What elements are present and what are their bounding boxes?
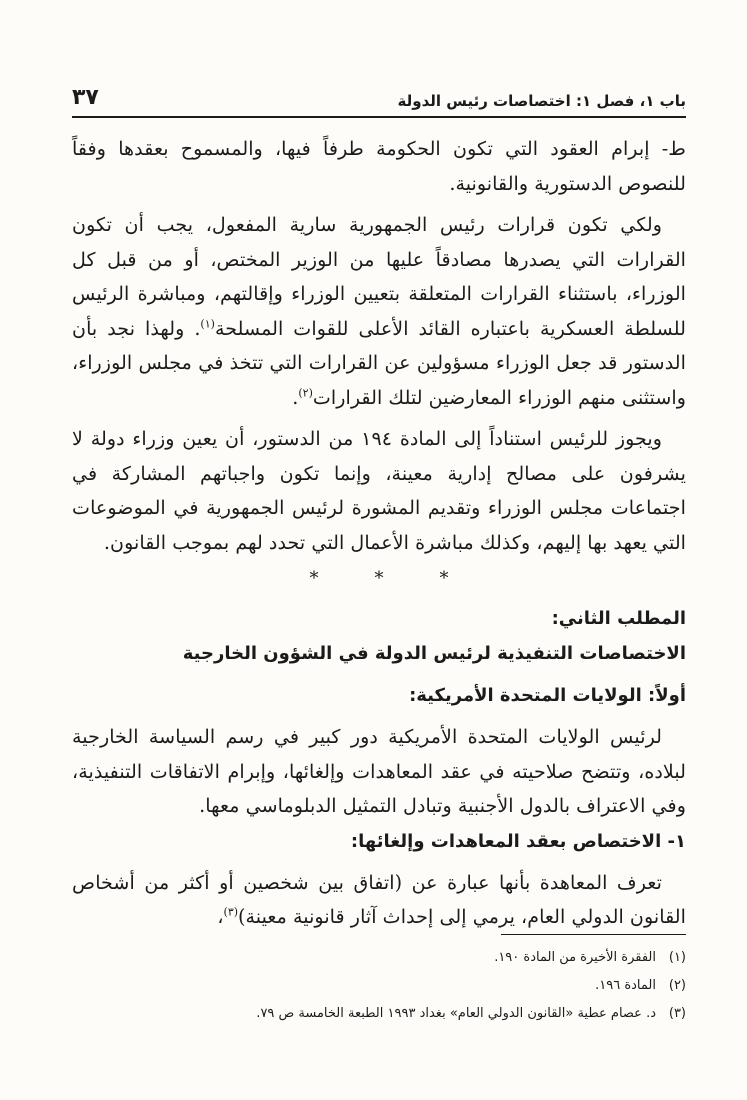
- footnote-mark: (١): [668, 950, 686, 965]
- paragraph-ministers-of-state: ويجوز للرئيس استناداً إلى المادة ١٩٤ من الدستور، أن يعين وزراء دولة لا يشرفون على مصالح إدارية معينة، وإنما تكون واجباتهم المشاركة في اجتماعات مجلس الوزراء وتقديم المشورة لرئيس الجمهورية في الموضوعات التي يعهد بها إليهم، وكذلك مباشرة الأعمال التي تحدد لهم بموجب القانون.: [72, 427, 686, 554]
- body-text: [72, 132, 686, 935]
- footnote-mark: (٣): [668, 1006, 686, 1021]
- footnote-ref-3: (٣): [223, 905, 239, 919]
- footnote-separator: [501, 934, 686, 935]
- page-number: ٣٧: [72, 85, 99, 110]
- footnote-text: د. عصام عطية «القانون الدولي العام» بغداد ١٩٩٣ الطبعة الخامسة ص ٧٩.: [256, 1006, 656, 1021]
- paragraph-treaty-definition: [72, 866, 686, 935]
- footnote-text: الفقرة الأخيرة من المادة ١٩٠.: [494, 950, 656, 965]
- asterisk-ornament: *: [374, 568, 384, 589]
- section-subtitle: الاختصاصات التنفيذية لرئيس الدولة في الشؤون الخارجية: [182, 643, 686, 664]
- paragraph-us-president-role: لرئيس الولايات المتحدة الأمريكية دور كبير في رسم السياسة الخارجية لبلاده، وتتضح صلاحيته في عقد المعاهدات وإلغائها، وإبرام الاتفاقات التنفيذية، وفي الاعتراف بالدول الأجنبية وتبادل التمثيل الدبلوماسي معها.: [72, 725, 686, 817]
- footnote-ref-1: (١): [200, 317, 215, 331]
- paragraph-text: ،: [217, 905, 224, 928]
- footnote-mark: (٢): [668, 978, 686, 993]
- subsection-heading-treaties: ١- الاختصاص بعقد المعاهدات وإلغائها:: [350, 830, 686, 852]
- paragraph-text: . ولهذا نجد بأن الدستور قد جعل الوزراء مسؤولين عن القرارات التي تتخذ في مجلس الوزراء، واستثنى منهم الوزراء المعارضين لتلك القرارات: [72, 316, 686, 409]
- paragraph-text: .: [292, 385, 299, 409]
- footnote-3: [72, 1000, 686, 1028]
- paragraph-item-t: ط- إبرام العقود التي تكون الحكومة طرفاً فيها، والمسموح بعقدها وفقاً للنصوص الدستورية والقانونية.: [72, 137, 686, 195]
- footnote-text: المادة ١٩٦.: [595, 978, 656, 993]
- running-head: باب ١، فصل ١: اختصاصات رئيس الدولة: [397, 92, 686, 110]
- paragraph-text: تعرف المعاهدة بأنها عبارة عن (اتفاق بين شخصين أو أكثر من أشخاص القانون الدولي العام، يرمي إلى إحداث آثار قانونية معينة): [72, 870, 686, 928]
- footnote-2: [72, 972, 686, 1000]
- subsection-heading-usa: أولاً: الولايات المتحدة الأمريكية:: [409, 685, 686, 706]
- section-divider: [72, 568, 686, 589]
- paragraph-text: ولكي تكون قرارات رئيس الجمهورية سارية المفعول، يجب أن تكون القرارات التي يصدرها مصادقاً عليها من الوزير المختص، أو من قبل كل الوزراء، باستثناء القرارات المتعلقة بتعيين الوزراء وإقالتهم، ومباشرة الرئيس للسلطة العسكرية باعتباره القائد الأعلى للقوات المسلحة: [72, 213, 686, 340]
- page-header: [72, 76, 686, 118]
- footnotes: [72, 934, 686, 1028]
- section-heading: المطلب الثاني:: [551, 608, 686, 629]
- book-page: [72, 76, 686, 1076]
- footnote-1: [72, 944, 686, 972]
- paragraph-presidential-decrees: [72, 208, 686, 415]
- asterisk-ornament: *: [309, 568, 319, 589]
- footnote-ref-2: (٢): [298, 386, 313, 400]
- asterisk-ornament: *: [439, 568, 449, 589]
